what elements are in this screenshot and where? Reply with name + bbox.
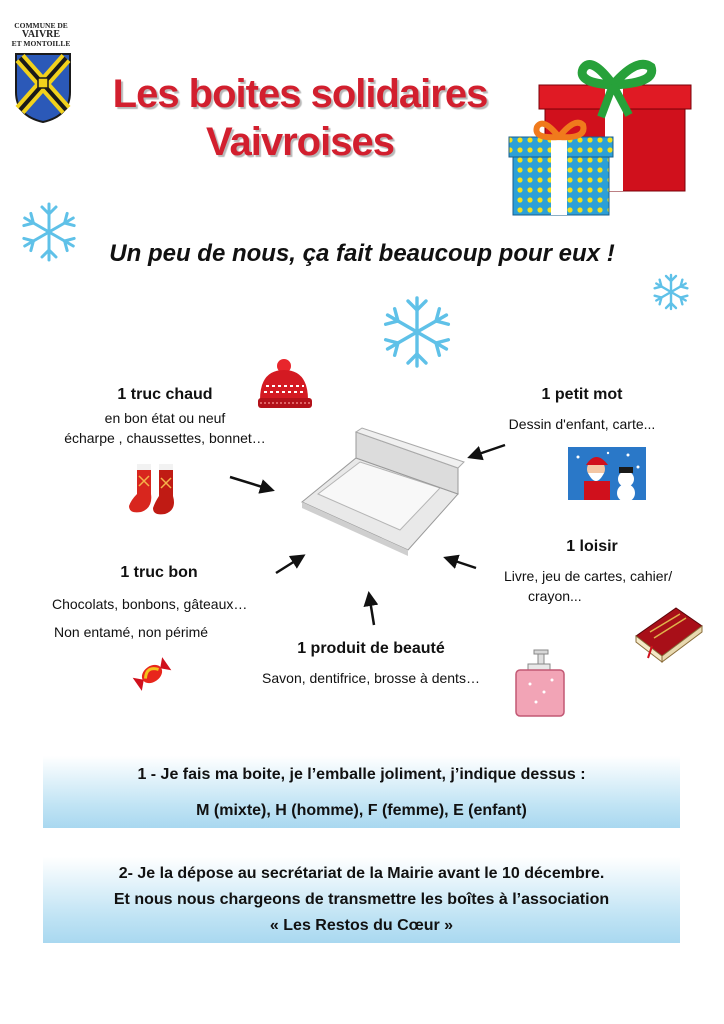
item-line: en bon état ou neuf xyxy=(104,410,226,426)
commune-line-1: COMMUNE DE xyxy=(14,21,68,30)
item-title: 1 loisir xyxy=(566,538,618,555)
item-line: écharpe , chaussettes, bonnet… xyxy=(64,430,266,446)
arrow-icon xyxy=(276,556,303,573)
item-line: crayon... xyxy=(528,588,582,604)
item-truc-bon xyxy=(40,564,280,642)
title-line-2: Vaivroises xyxy=(206,120,394,164)
step-1-banner xyxy=(43,756,680,828)
book-icon xyxy=(632,606,704,662)
title-line-1: Les boites solidaires xyxy=(112,72,488,116)
step-2-line: « Les Restos du Cœur » xyxy=(269,917,454,934)
item-produit-beaute xyxy=(236,640,506,688)
item-line: Chocolats, bonbons, gâteaux… xyxy=(52,596,248,612)
step-2-line: 2- Je la dépose au secrétariat de la Mairie avant le 10 décembre. xyxy=(118,865,605,882)
slogan: Un peu de nous, ça fait beaucoup pour eux ! xyxy=(109,240,615,267)
arrow-icon xyxy=(230,477,272,490)
item-title: 1 truc chaud xyxy=(117,386,213,403)
soap-dispenser-icon xyxy=(512,648,568,718)
item-loisir xyxy=(496,538,696,606)
item-title: 1 petit mot xyxy=(541,386,623,403)
item-truc-chaud xyxy=(40,386,290,448)
santa-card-icon xyxy=(568,447,646,500)
socks-icon xyxy=(125,462,187,517)
commune-line-2: VAIVRE xyxy=(21,29,61,40)
step-1-line: M (mixte), H (homme), F (femme), E (enfant) xyxy=(196,802,527,819)
snowflake-icon xyxy=(653,272,689,312)
step-2-banner xyxy=(43,857,680,943)
item-line: Savon, dentifrice, brosse à dents… xyxy=(262,670,480,686)
commune-name xyxy=(10,22,72,48)
item-line: Livre, jeu de cartes, cahier/ xyxy=(504,568,673,584)
arrow-icon xyxy=(369,594,374,625)
step-1-line: 1 - Je fais ma boite, je l’emballe joliment, j’indique dessus : xyxy=(137,766,586,783)
commune-line-3: ET MONTOILLE xyxy=(11,39,71,48)
beanie-icon xyxy=(256,358,314,410)
candy-icon xyxy=(132,654,172,694)
step-2-line: Et nous nous chargeons de transmettre les boîtes à l’association xyxy=(113,891,610,908)
snowflake-icon xyxy=(382,295,452,369)
item-petit-mot xyxy=(492,386,672,434)
open-box-icon xyxy=(296,432,466,554)
arrow-icon xyxy=(470,445,505,457)
item-title: 1 produit de beauté xyxy=(297,640,445,657)
page-title xyxy=(90,70,510,166)
item-line: Non entamé, non périmé xyxy=(54,624,209,640)
item-line: Dessin d'enfant, carte... xyxy=(508,416,656,432)
coat-of-arms-icon xyxy=(14,52,72,124)
gift-boxes-icon xyxy=(505,55,700,220)
arrow-icon xyxy=(446,558,476,568)
item-title: 1 truc bon xyxy=(120,564,198,581)
